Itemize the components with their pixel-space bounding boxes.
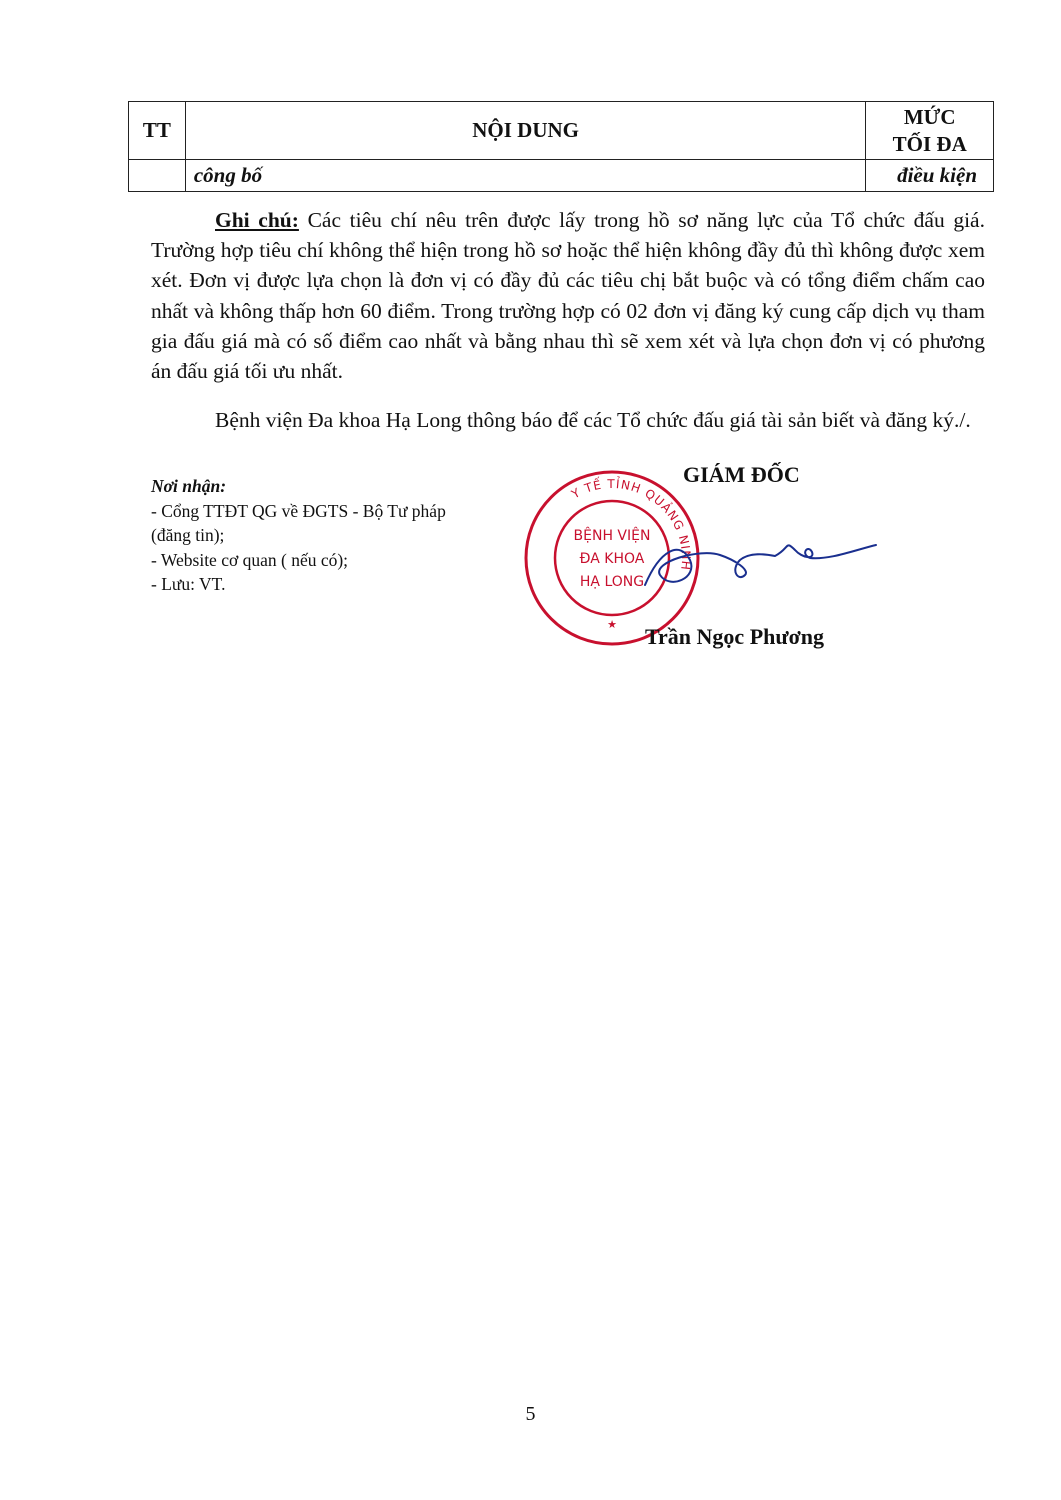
handwritten-signature (640, 530, 880, 600)
header-muc-line1: MỨC (903, 104, 956, 129)
recipient-line: - Website cơ quan ( nếu có); (151, 549, 349, 570)
signer-name: Trần Ngọc Phương (645, 624, 824, 649)
seal-ring-text: Y TẾ TỈNH QUẢNG NINH (569, 476, 694, 572)
announcement-paragraph (151, 405, 985, 435)
recipients-title: Nơi nhận: (151, 476, 227, 496)
cell-noi-dung: công bố (185, 160, 866, 192)
note-paragraph (151, 205, 985, 386)
seal-line-1: BỆNH VIỆN (573, 528, 651, 544)
criteria-table (128, 101, 994, 192)
header-noi-dung: NỘI DUNG (185, 102, 866, 160)
seal-star-icon: ★ (607, 618, 617, 631)
recipient-line: - Cổng TTĐT QG về ĐGTS - Bộ Tư pháp (151, 500, 446, 521)
header-muc-toi-da (866, 102, 994, 160)
cell-tt (129, 160, 186, 192)
page-number: 5 (525, 1403, 536, 1425)
note-text: Các tiêu chí nêu trên được lấy trong hồ sơ năng lực của Tổ chức đấu giá. Trường hợp tiêu chí không thể hiện trong hồ sơ hoặc thể hiện không đầy đủ thì không được xem xét. Đơn vị được lựa chọn là đơn vị có đầy đủ các tiêu chị bắt buộc và có tổng điểm chấm cao nhất và không thấp hơn 60 điểm. Trong trường hợp có 02 đơn vị đăng ký cung cấp dịch vụ tham gia đấu giá mà có số điểm cao nhất và bằng nhau thì sẽ xem xét và lựa chọn đơn vị có phương án đấu giá tối ưu nhất. (151, 208, 985, 384)
cell-muc-toi-da: điều kiện (866, 160, 994, 192)
header-tt: TT (129, 102, 186, 160)
recipient-line: - Lưu: VT. (151, 574, 226, 594)
seal-line-2: ĐA KHOA (579, 551, 645, 567)
recipient-line: (đăng tin); (151, 525, 225, 545)
table-header-row (129, 102, 994, 160)
announcement-text: Bệnh viện Đa khoa Hạ Long thông báo để các Tổ chức đấu giá tài sản biết và đăng ký./. (215, 408, 971, 432)
signer-title: GIÁM ĐỐC (683, 462, 800, 487)
recipients-block (151, 474, 521, 597)
header-muc-line2: TỐI ĐA (892, 131, 967, 156)
table-row (129, 160, 994, 192)
seal-line-3: HẠ LONG (579, 574, 645, 590)
note-label: Ghi chú: (215, 208, 299, 232)
